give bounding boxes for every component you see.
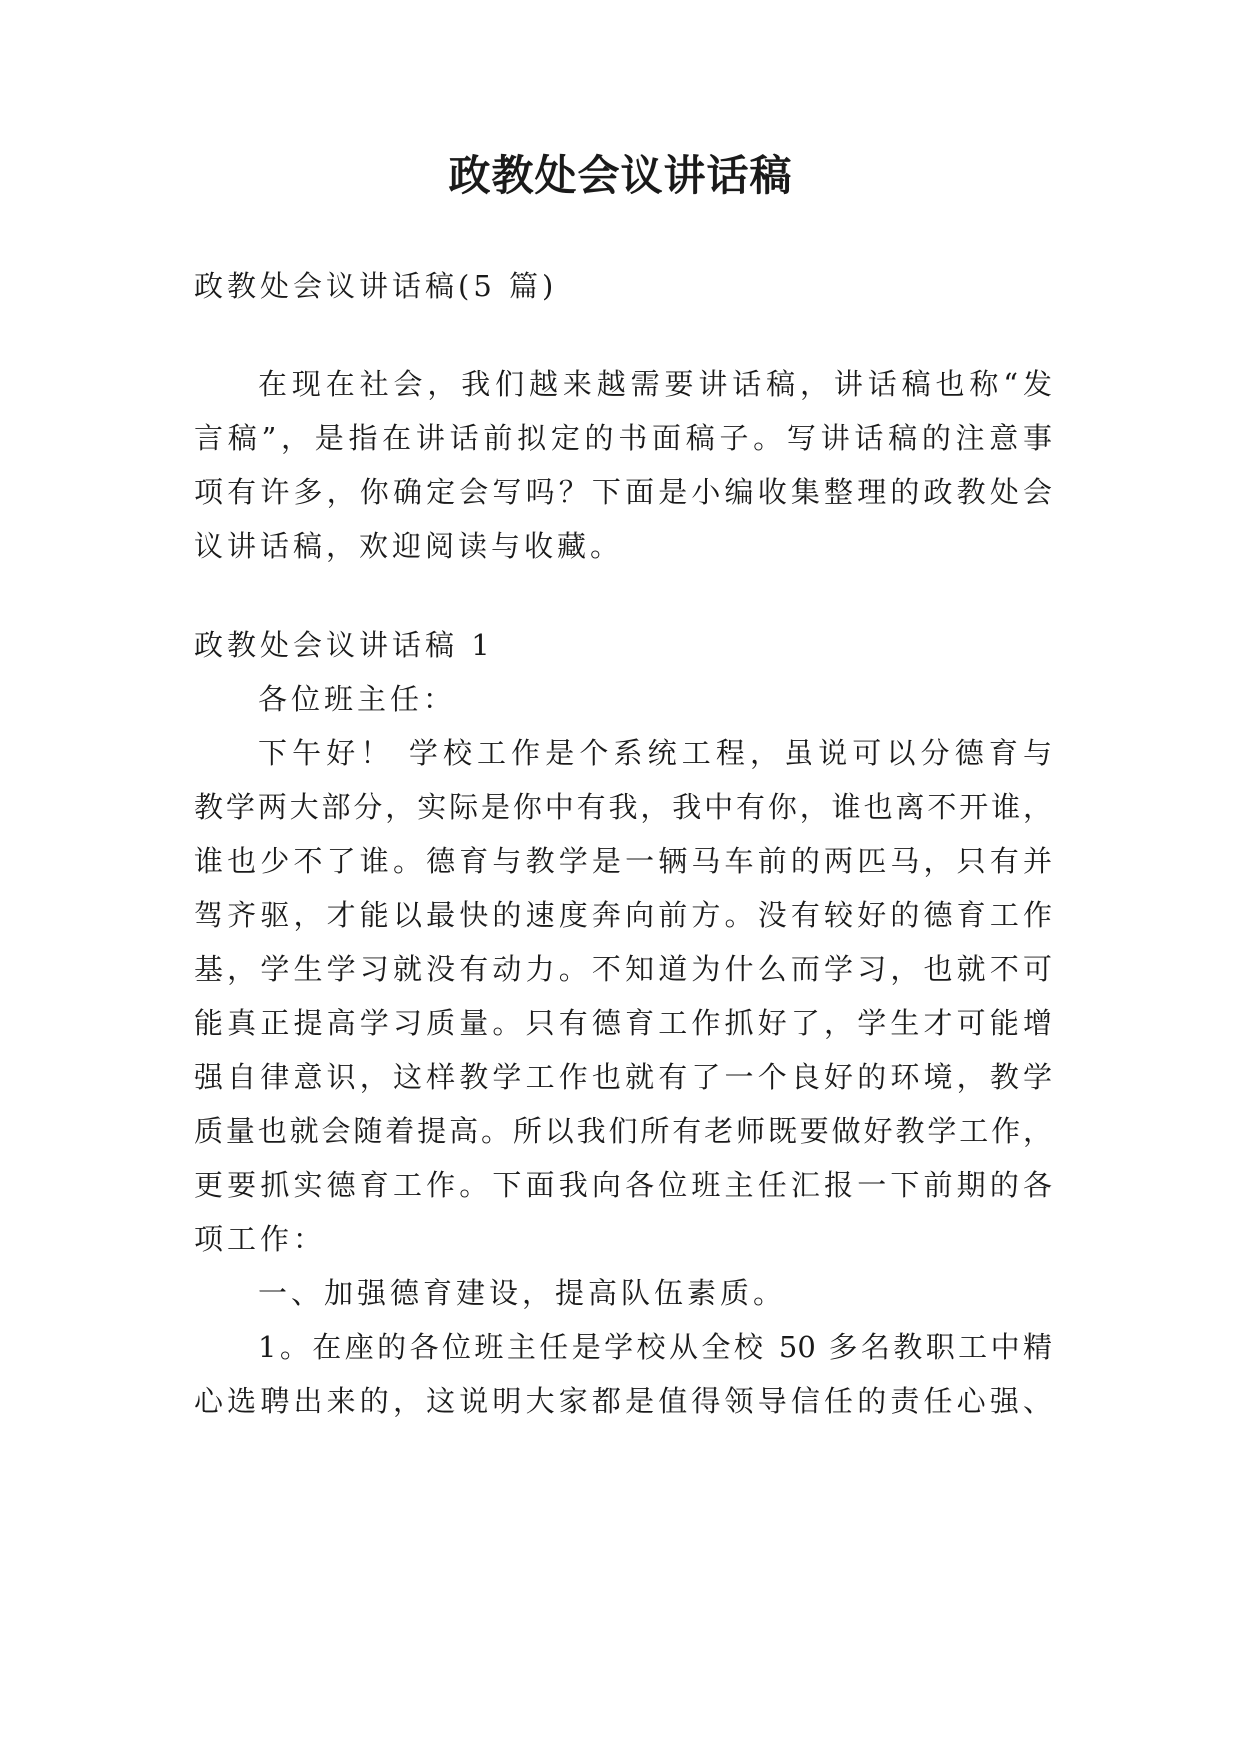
body-line: 下午好！ 学校工作是个系统工程，虽说可以分德育与 [258, 736, 1052, 770]
body-line: 质量也就会随着提高。所以我们所有老师既要做好教学工作， [194, 1114, 1052, 1148]
body-line: 能真正提高学习质量。只有德育工作抓好了，学生才可能增 [194, 1006, 1052, 1040]
body-line: 谁也少不了谁。德育与教学是一辆马车前的两匹马，只有并 [194, 844, 1052, 878]
body-line: 基，学生学习就没有动力。不知道为什么而学习，也就不可 [194, 952, 1052, 986]
point-line: 1。在座的各位班主任是学校从全校 50 多名教职工中精 [258, 1330, 1052, 1364]
point-heading: 一、加强德育建设，提高队伍素质。 [258, 1276, 787, 1310]
intro-line: 言稿”，是指在讲话前拟定的书面稿子。写讲话稿的注意事 [194, 421, 1052, 455]
section-heading: 政教处会议讲话稿 1 [194, 628, 494, 662]
salutation: 各位班主任： [258, 682, 457, 716]
document-subtitle: 政教处会议讲话稿(5 篇) [194, 269, 558, 303]
intro-line: 议讲话稿，欢迎阅读与收藏。 [194, 529, 624, 563]
intro-line: 项有许多，你确定会写吗？下面是小编收集整理的政教处会 [194, 475, 1052, 509]
body-line: 强自律意识，这样教学工作也就有了一个良好的环境，教学 [194, 1060, 1052, 1094]
point-line: 心选聘出来的，这说明大家都是值得领导信任的责任心强、 [194, 1384, 1052, 1418]
body-line: 驾齐驱，才能以最快的速度奔向前方。没有较好的德育工作 [194, 898, 1052, 932]
body-line: 教学两大部分，实际是你中有我，我中有你，谁也离不开谁， [194, 790, 1052, 824]
body-line: 更要抓实德育工作。下面我向各位班主任汇报一下前期的各 [194, 1168, 1052, 1202]
intro-line: 在现在社会，我们越来越需要讲话稿，讲话稿也称“发 [258, 367, 1052, 401]
body-line: 项工作： [194, 1222, 327, 1256]
document-title: 政教处会议讲话稿 [448, 151, 793, 200]
